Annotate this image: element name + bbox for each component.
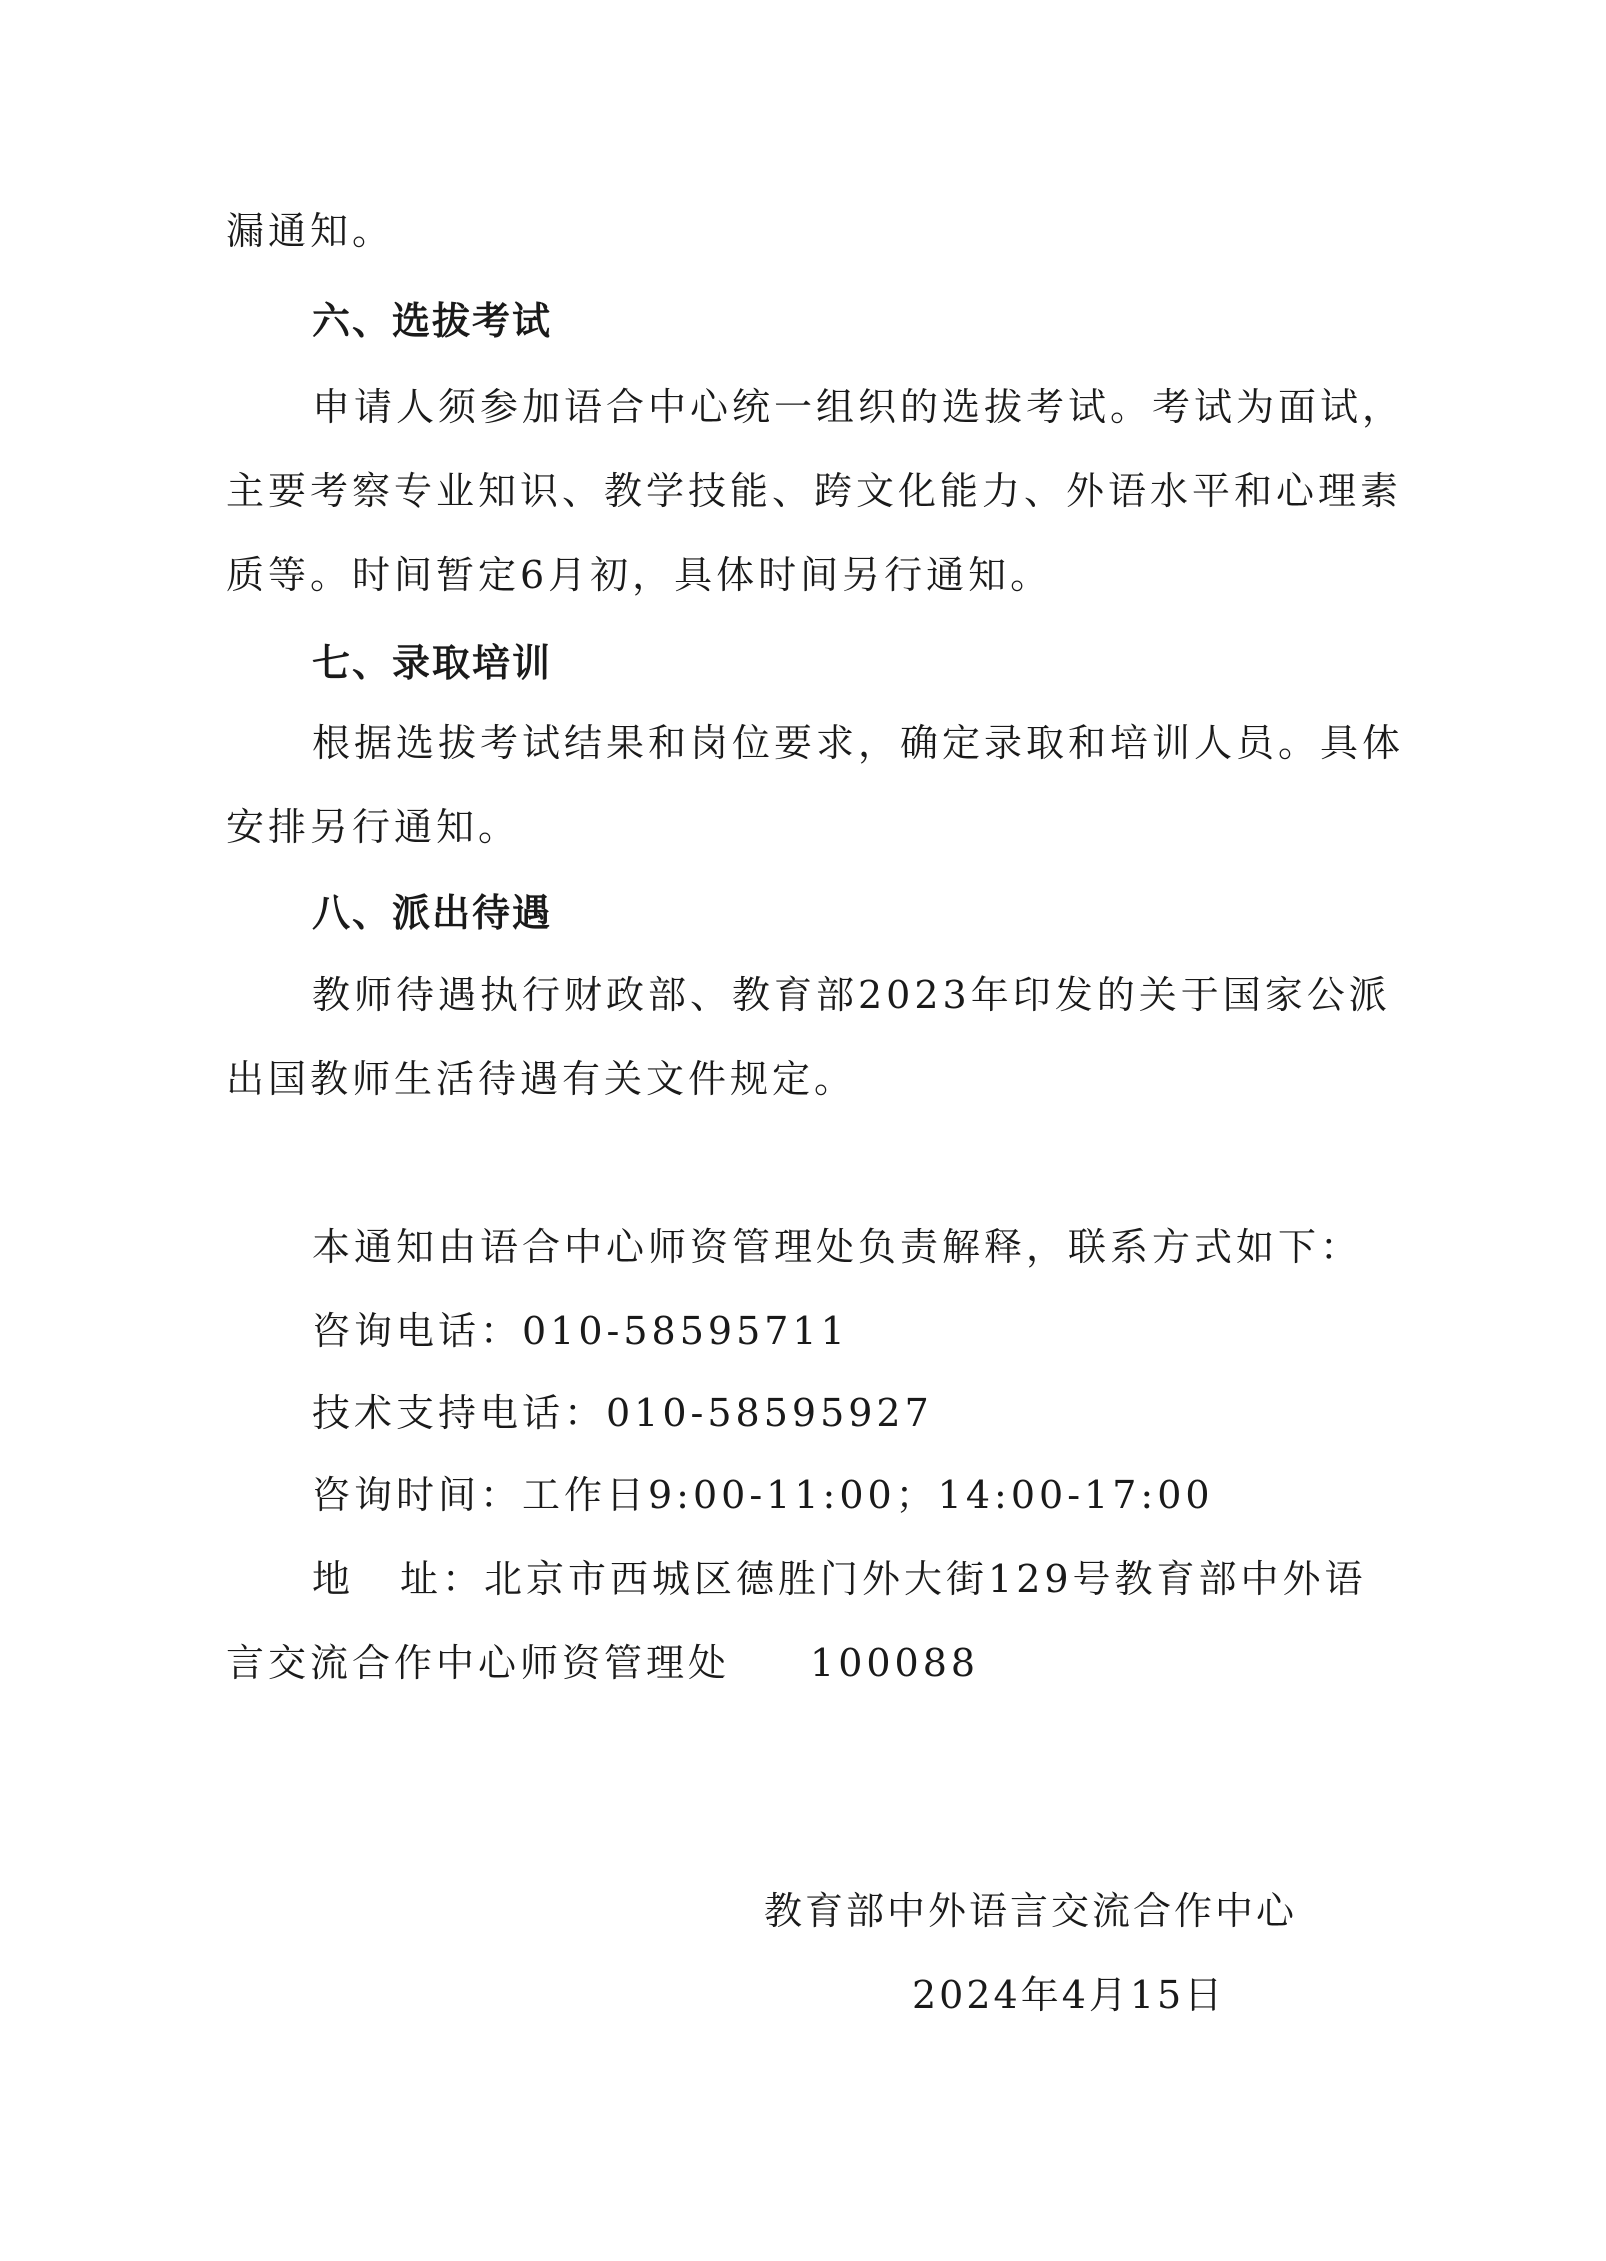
contact-address-line-1 <box>312 1556 1367 1602</box>
address-label-1: 地 <box>312 1557 355 1601</box>
section-6-line-1: 申请人须参加语合中心统一组织的选拔考试。考试为面试， <box>312 385 1405 429</box>
signature-org: 教育部中外语言交流合作中心 <box>764 1889 1298 1933</box>
section-8-line-1: 教师待遇执行财政部、教育部2023年印发的关于国家公派 <box>312 973 1391 1017</box>
section-6-line-2: 主要考察专业知识、教学技能、跨文化能力、外语水平和心理素 <box>226 469 1403 513</box>
section-6-line-3: 质等。时间暂定6月初，具体时间另行通知。 <box>226 553 1053 597</box>
address-label-2: 址： <box>400 1557 485 1601</box>
section-7-line-1: 根据选拔考试结果和岗位要求，确定录取和培训人员。具体 <box>312 721 1405 765</box>
section-6-heading: 六、选拔考试 <box>312 298 553 343</box>
contact-address-line-2 <box>226 1640 979 1686</box>
contact-intro: 本通知由语合中心师资管理处负责解释，联系方式如下： <box>312 1225 1363 1269</box>
section-8-heading: 八、派出待遇 <box>312 890 553 935</box>
address-postcode: 100088 <box>810 1641 980 1685</box>
continued-text: 漏通知。 <box>226 209 395 253</box>
section-7-heading: 七、录取培训 <box>312 640 553 685</box>
contact-tech-phone: 技术支持电话：010-58595927 <box>312 1391 933 1435</box>
contact-hours: 咨询时间：工作日9:00-11:00；14:00-17:00 <box>312 1473 1214 1517</box>
contact-phone: 咨询电话：010-58595711 <box>312 1309 849 1353</box>
address-text-1: 北京市西城区德胜门外大街129号教育部中外语 <box>484 1557 1367 1601</box>
signature-date: 2024年4月15日 <box>912 1973 1226 2017</box>
section-8-line-2: 出国教师生活待遇有关文件规定。 <box>226 1057 857 1101</box>
section-7-line-2: 安排另行通知。 <box>226 805 521 849</box>
address-text-2: 言交流合作中心师资管理处 <box>226 1641 731 1685</box>
